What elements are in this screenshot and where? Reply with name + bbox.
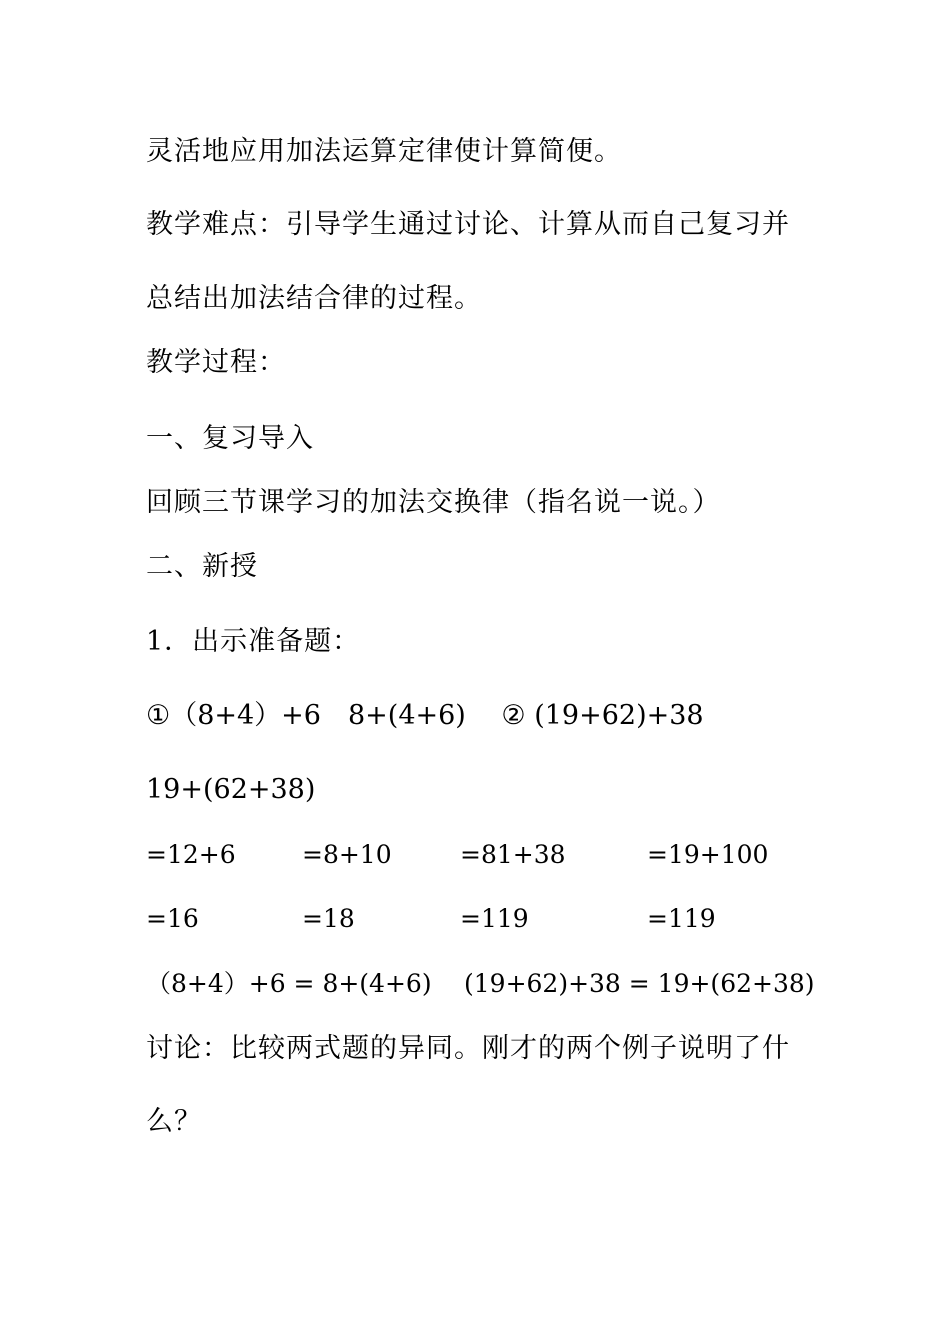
section-heading: 一、复习导入 bbox=[146, 423, 314, 454]
discussion-line: 么？ bbox=[146, 1106, 202, 1137]
calc-cell: =119 bbox=[647, 904, 716, 933]
equation: （8+4）+6 = 8+(4+6) bbox=[146, 969, 432, 998]
paragraph-line: 灵活地应用加法运算定律使计算简便。 bbox=[146, 136, 622, 167]
calc-cell: =19+100 bbox=[647, 840, 769, 869]
calc-cell: =8+10 bbox=[302, 840, 392, 869]
calc-cell: =81+38 bbox=[460, 840, 566, 869]
exercise-line: 19+(62+38) bbox=[146, 774, 316, 805]
exercise-line: ①（8+4）+6 8+(4+6) ② (19+62)+38 bbox=[146, 700, 704, 731]
teaching-difficulty-line: 教学难点：引导学生通过讨论、计算从而自己复习并 bbox=[146, 209, 790, 240]
section-heading: 二、新授 bbox=[146, 551, 258, 582]
section-heading: 教学过程： bbox=[146, 347, 286, 378]
subheading: 1．出示准备题： bbox=[146, 626, 361, 657]
calc-cell: =12+6 bbox=[146, 840, 236, 869]
paragraph-line: 回顾三节课学习的加法交换律（指名说一说。） bbox=[146, 487, 721, 518]
equation: (19+62)+38 = 19+(62+38) bbox=[464, 969, 815, 998]
calc-cell: =18 bbox=[302, 904, 355, 933]
calc-cell: =119 bbox=[460, 904, 529, 933]
discussion-line: 讨论：比较两式题的异同。刚才的两个例子说明了什 bbox=[146, 1033, 790, 1064]
paragraph-line: 总结出加法结合律的过程。 bbox=[146, 283, 482, 314]
calc-cell: =16 bbox=[146, 904, 199, 933]
